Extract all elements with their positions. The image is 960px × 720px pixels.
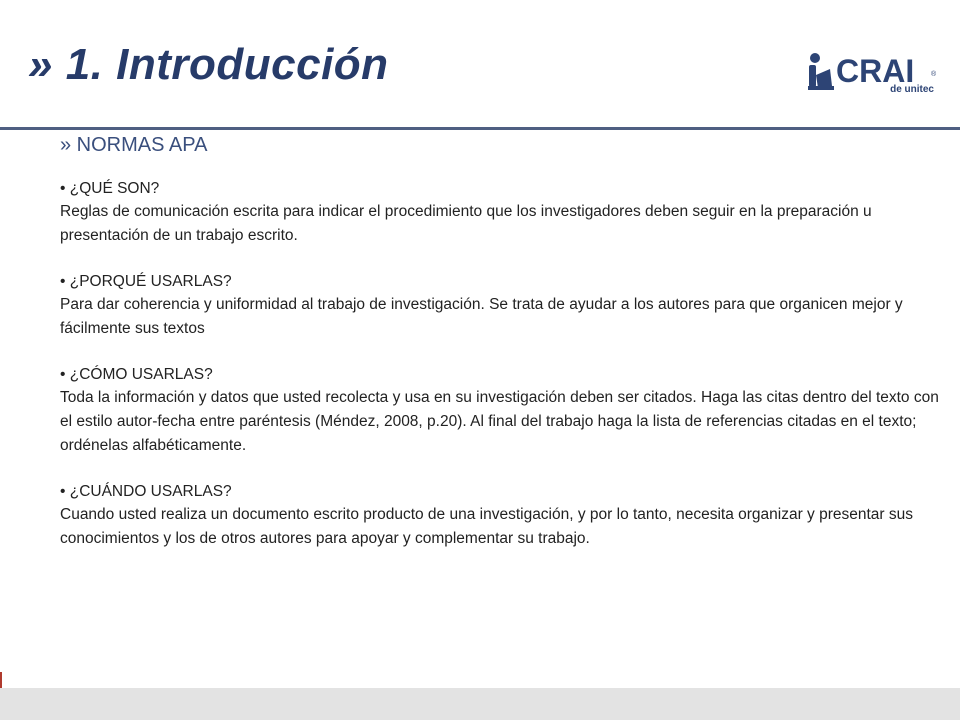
slide-title: » 1. Introducción <box>28 40 389 89</box>
logo-brand: CRAI <box>836 53 915 89</box>
section-text: Para dar coherencia y uniformidad al trabajo de investigación. Se trata de ayudar a los autores para que organicen mejor y fácilmente sus textos <box>60 296 903 337</box>
section-text: Reglas de comunicación escrita para indicar el procedimiento que los investigadores deben seguir en la preparación u presentación de un trabajo escrito. <box>60 203 872 244</box>
section-heading: • ¿QUÉ SON? <box>60 180 160 197</box>
section-que-son <box>60 178 940 248</box>
reader-icon <box>808 53 834 90</box>
header-divider <box>0 127 960 130</box>
section-como-usarlas <box>60 364 940 458</box>
crai-logo <box>806 46 938 94</box>
content-body <box>60 178 940 574</box>
logo-sub: de unitec <box>890 84 934 94</box>
section-heading: • ¿PORQUÉ USARLAS? <box>60 273 232 290</box>
section-cuando-usarlas <box>60 481 940 551</box>
section-text: Toda la información y datos que usted recolecta y usa en su investigación deben ser citados. Haga las citas dentro del texto con el estilo autor-fecha entre paréntesis (Méndez, 2008, p.20). Al final del trabajo haga la lista de referencias citadas en el texto; ordénelas alfabéticamente. <box>60 389 939 454</box>
footer-accent <box>0 672 2 688</box>
logo-registered: ® <box>931 71 937 78</box>
footer-bar <box>0 688 960 720</box>
section-text: Cuando usted realiza un documento escrito producto de una investigación, y por lo tanto, necesita organizar y presentar sus conocimientos y los de otros autores para apoyar y complementar su trabajo. <box>60 506 914 547</box>
section-subtitle: » NORMAS APA <box>60 134 208 156</box>
section-porque-usarlas <box>60 271 940 341</box>
section-heading: • ¿CÓMO USARLAS? <box>60 366 213 383</box>
section-heading: • ¿CUÁNDO USARLAS? <box>60 483 232 500</box>
